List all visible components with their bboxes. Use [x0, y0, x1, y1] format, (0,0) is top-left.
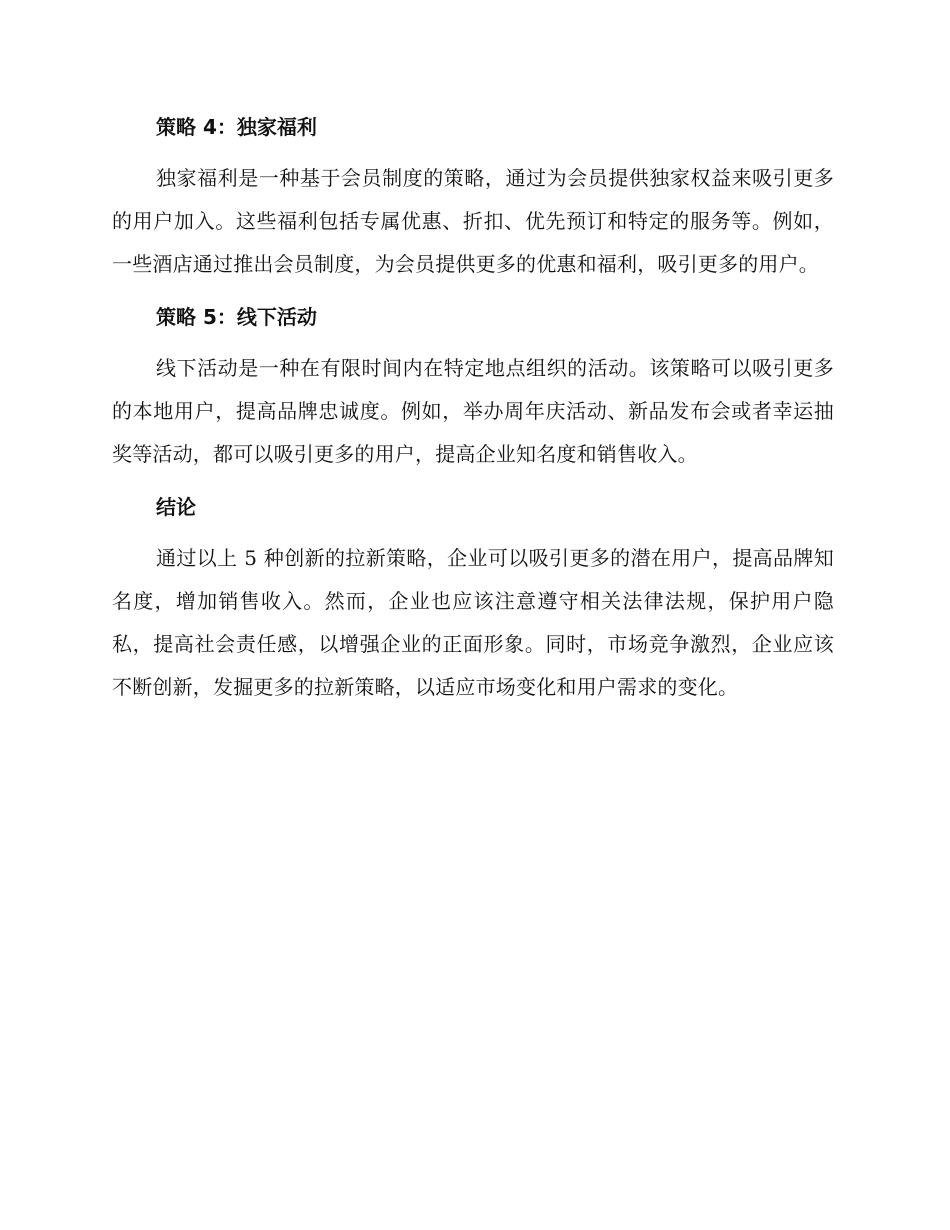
section-heading-strategy-4: 策略 4：独家福利	[156, 115, 317, 139]
section-paragraph-strategy-5: 线下活动是一种在有限时间内在特定地点组织的活动。该策略可以吸引更多的本地用户，提高品牌忠诚度。例如，举办周年庆活动、新品发布会或者幸运抽奖等活动，都可以吸引更多的用户，提高企业知名度和销售收入。	[112, 356, 834, 466]
section-paragraph-conclusion: 通过以上 5 种创新的拉新策略，企业可以吸引更多的潜在用户，提高品牌知名度，增加销售收入。然而，企业也应该注意遵守相关法律法规，保护用户隐私，提高社会责任感，以增强企业的正面形象。同时，市场竞争激烈，企业应该不断创新，发掘更多的拉新策略，以适应市场变化和用户需求的变化。	[112, 546, 834, 699]
section-heading-strategy-5: 策略 5：线下活动	[156, 305, 317, 329]
section-paragraph-strategy-4: 独家福利是一种基于会员制度的策略，通过为会员提供独家权益来吸引更多的用户加入。这些福利包括专属优惠、折扣、优先预订和特定的服务等。例如，一些酒店通过推出会员制度，为会员提供更多的优惠和福利，吸引更多的用户。	[112, 166, 834, 276]
section-heading-conclusion: 结论	[156, 495, 196, 519]
document-content	[112, 106, 834, 719]
